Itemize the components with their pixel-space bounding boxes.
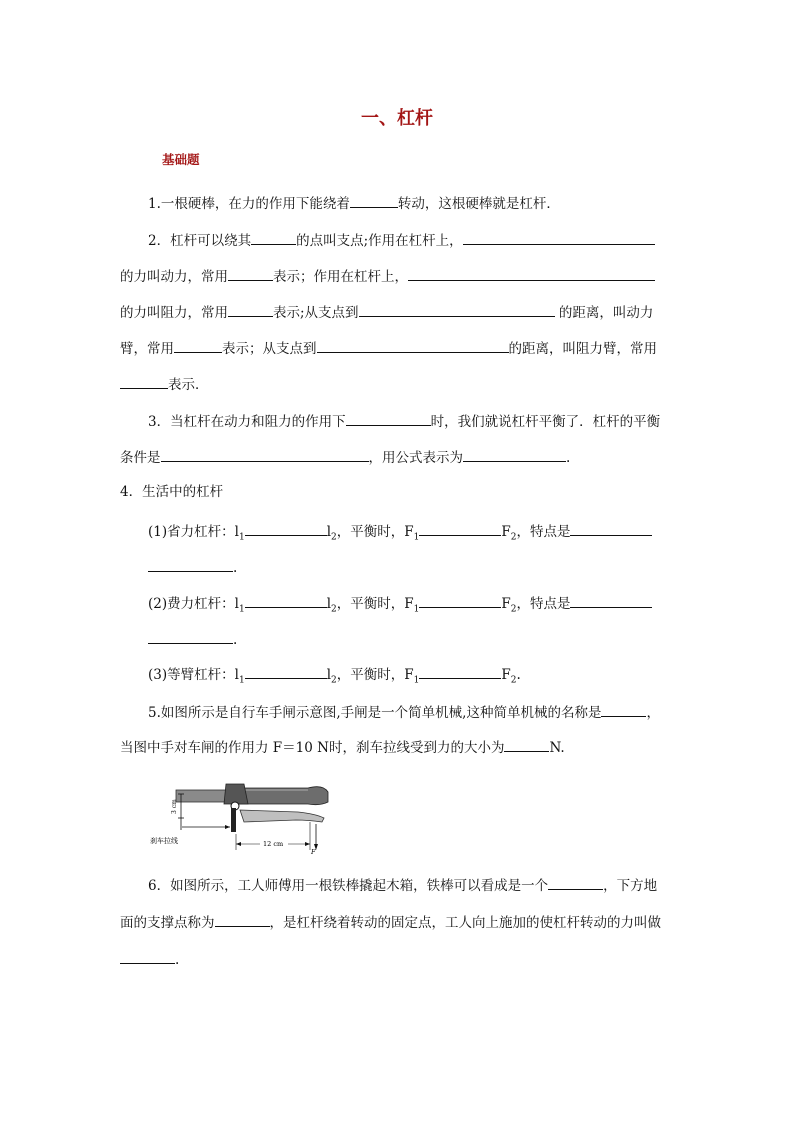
question-3-line-2: 条件是 ，用公式表示为 . <box>120 446 570 468</box>
question-4-row-1-cont: . <box>148 556 237 578</box>
question-2-line-3: 的力叫阻力，常用 表示;从支点到 的距离，叫动力 <box>120 301 653 323</box>
blank[interactable] <box>548 874 603 890</box>
label-3cm: 3 cm <box>171 799 178 814</box>
blank[interactable] <box>245 592 327 608</box>
blank[interactable] <box>570 520 652 536</box>
question-6-line-3: . <box>120 948 179 970</box>
question-4-row-1: (1)省力杠杆：$l_1$ $l_2$，平衡时，$F_1$ $F_2$，特点是 <box>148 520 652 548</box>
blank[interactable] <box>148 556 233 572</box>
blank[interactable] <box>148 628 233 644</box>
label-brake-cable: 刹车拉线 <box>150 837 178 845</box>
question-2-line-2: 的力叫动力，常用 表示；作用在杠杆上， <box>120 265 655 287</box>
blank[interactable] <box>317 337 509 353</box>
blank[interactable] <box>346 410 431 426</box>
blank[interactable] <box>174 337 222 353</box>
blank[interactable] <box>245 520 327 536</box>
blank[interactable] <box>251 229 296 245</box>
blank[interactable] <box>161 446 369 462</box>
blank[interactable] <box>228 301 273 317</box>
blank[interactable] <box>228 265 273 281</box>
question-3-line-1: 3．当杠杆在动力和阻力的作用下 时，我们就说杠杆平衡了．杠杆的平衡 <box>148 410 660 432</box>
question-2-line-5: 表示． <box>120 373 209 395</box>
question-4-heading: 4．生活中的杠杆 <box>120 484 224 500</box>
hand-brake-figure <box>148 770 338 856</box>
blank[interactable] <box>245 663 327 679</box>
blank[interactable] <box>120 373 168 389</box>
blank[interactable] <box>463 229 655 245</box>
blank[interactable] <box>570 592 652 608</box>
blank[interactable] <box>120 948 175 964</box>
blank[interactable] <box>359 301 555 317</box>
blank[interactable] <box>419 663 501 679</box>
blank[interactable] <box>601 701 646 717</box>
label-12cm: 12 cm <box>263 840 284 848</box>
question-6-line-1: 6．如图所示，工人师傅用一根铁棒撬起木箱，铁棒可以看成是一个 ，下方地 <box>148 874 657 896</box>
question-5-line-1: 5.如图所示是自行车手闸示意图,手闸是一个简单机械,这种简单机械的名称是 ， <box>148 701 660 723</box>
question-4-row-2: (2)费力杠杆：$l_1$ $l_2$，平衡时，$F_1$ $F_2$，特点是 <box>148 592 652 620</box>
question-1: 1.一根硬棒，在力的作用下能绕着 转动，这根硬棒就是杠杆． <box>148 192 560 214</box>
question-2-line-4: 臂，常用 表示；从支点到 的距离，叫阻力臂，常用 <box>120 337 657 359</box>
question-4-row-3: (3)等臂杠杆：$l_1$ $l_2$，平衡时，$F_1$ $F_2$. <box>148 663 521 691</box>
blank[interactable] <box>408 265 655 281</box>
page-title: 一、杠杆 <box>361 108 433 129</box>
blank[interactable] <box>350 192 398 208</box>
question-5-line-2: 当图中手对车闸的作用力 F＝10 N时，刹车拉线受到力的大小为 N. <box>120 736 565 758</box>
blank[interactable] <box>419 592 501 608</box>
blank[interactable] <box>215 911 270 927</box>
question-4-row-2-cont: . <box>148 628 237 650</box>
blank[interactable] <box>419 520 501 536</box>
section-heading: 基础题 <box>162 152 200 167</box>
blank[interactable] <box>463 446 566 462</box>
question-2-line-1: 2．杠杆可以绕其 的点叫支点;作用在杠杆上， <box>148 229 655 251</box>
blank[interactable] <box>504 736 549 752</box>
question-6-line-2: 面的支撑点称为 ，是杠杆绕着转动的固定点，工人向上施加的使杠杆转动的力叫做 <box>120 911 661 933</box>
label-force-f: F <box>311 848 316 856</box>
